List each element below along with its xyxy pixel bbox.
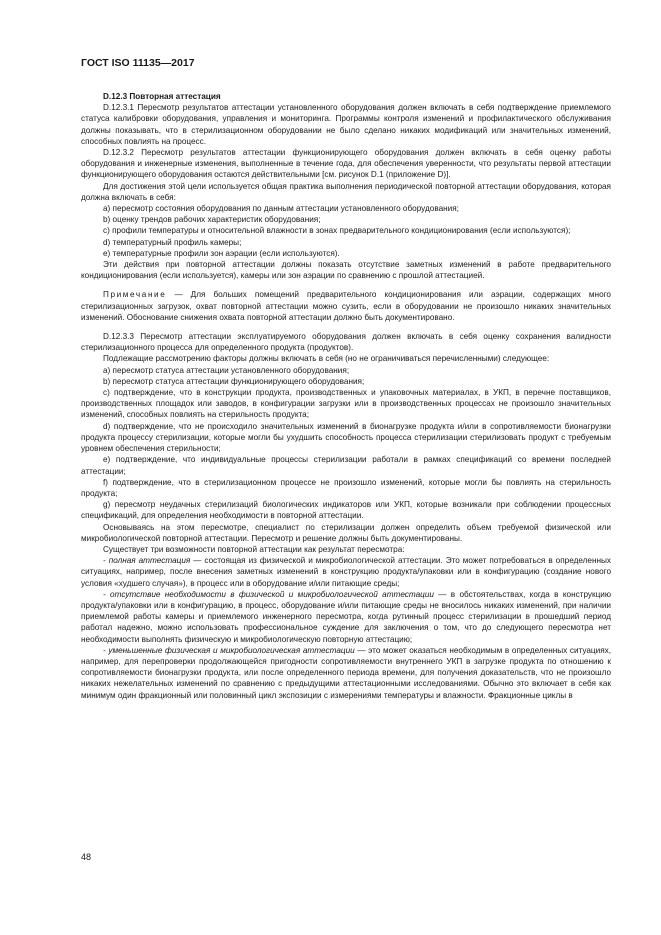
list-item: e) подтверждение, что индивидуальные процессы стерилизации работали в рамках спецификаций со времени последней аттестации; <box>81 455 611 476</box>
list-item: b) пересмотр статуса аттестации функционирующего оборудования; <box>103 376 365 386</box>
paragraph: Подлежащие рассмотрению факторы должны включать в себя (но не ограничиваться перечисленными) следующее: <box>103 354 550 364</box>
list-item: a) пересмотр состояния оборудования по данным аттестации установленного оборудования; <box>103 204 459 214</box>
option-item <box>81 589 611 645</box>
note-label: Примечание <box>103 290 167 300</box>
option-term: - отсутствие необходимости в физической и микробиологической аттестации <box>103 589 434 599</box>
option-text: — в обстоятельствах, когда в конструкцию продукта/упаковки или в конфигурацию, в процесс, оборудование и/или питающие среды не вносилось никаких изменений, при наличии приемлемой работы камеры и приемлемого инженерного пересмотра, когда рутинный процесс стерилизации в прошедший период работал надежно, можно использовать профессиональное суждение для заключения о том, что до следующего пересмотра нет необходимости выполнять физическую и микробиологическую повторную аттестацию; <box>81 589 611 644</box>
option-item <box>81 555 611 589</box>
list-item: d) температурный профиль камеры; <box>103 237 242 247</box>
paragraph: D.12.3.1 Пересмотр результатов аттестации установленного оборудования должен включать в себя подтверждение приемлемого статуса калибровки оборудования, управления и мониторинга. Программы контроля изменений и профилактического обслуживания должны показывать, что в стерилизационном оборудовании не было сделано никаких модификаций или значительных изменений, способных повлиять на процесс. <box>81 103 611 146</box>
paragraph: Для достижения этой цели используется общая практика выполнения периодической повторной аттестации оборудования, которая должна включать в себя: <box>81 181 611 202</box>
paragraph: Основываясь на этом пересмотре, специалист по стерилизации должен определить объем требуемой физической или микробиологической повторной аттестации. Пересмотр и решение должны быть документированы. <box>81 522 611 543</box>
page-number: 48 <box>81 852 92 862</box>
option-text: — это может оказаться необходимым в определенных ситуациях, например, для перепроверки продолжающейся пригодности сопротивляемости внутреннего УКП в загрузке продукта по отношению к сопротивляемости бионагрузки продукта, или после определенного периода времени, для получения доказательств, что не произошло никаких нежелательных изменений по сравнению с предыдущими аттестационными исследованиями. Обычно это включает в себя как минимум один фракционный или половинный цикл экспозиции с измерениями температуры и влажности. Фракционные циклы в <box>81 645 611 700</box>
list-item: d) подтверждение, что не происходило значительных изменений в бионагрузке продукта и/или в сопротивляемости бионагрузки продукта процессу стерилизации, которые могли бы ухудшить способность процесса стерилизации стерилизовать продукт с требуемым уровнем обеспечения стерильности; <box>81 421 611 454</box>
list-item: g) пересмотр неудачных стерилизаций биологических индикаторов или УКП, которые возникали при соблюдении процессных спецификаций, для определения необходимости в повторной аттестации. <box>81 500 611 521</box>
paragraph: Эти действия при повторной аттестации должны показать отсутствие заметных изменений в работе предварительного кондиционирования (если используется), камеры или зон аэрации по сравнению с прошлой аттестацией. <box>81 260 611 281</box>
list-item: f) подтверждение, что в стерилизационном процессе не произошло изменений, которые могли бы повлиять на стерильность продукта; <box>81 477 611 498</box>
section-heading: D.12.3 Повторная аттестация <box>103 92 221 101</box>
standard-title: ГОСТ ISO 11135—2017 <box>81 57 195 69</box>
list-item: e) температурные профили зон аэрации (если используются). <box>103 248 340 258</box>
paragraph: D.12.3.3 Пересмотр аттестации эксплуатируемого оборудования должен включать в себя оценку сохранения валидности стерилизационного процесса для определенного продукта (продуктов). <box>81 332 611 353</box>
paragraph: Существует три возможности повторной аттестации как результат пересмотра: <box>103 544 405 554</box>
paragraph: D.12.3.2 Пересмотр результатов аттестации функционирующего оборудования должен включать в себя оценку работы оборудования и инженерные изменения, выполненные в течение года, для обеспечения уверенности, что результаты первой аттестации функционирующего оборудования остаются действительными [см. рисунок D.1 (приложение D)]. <box>81 148 611 180</box>
list-item: c) подтверждение, что в конструкции продукта, производственных и упаковочных материалах, в УКП, в перечне поставщиков, производственных площадок или заводов, в конфигурации загрузки или в производственных процессах не произошло значительных изменений, способных повлиять на стерильность продукта; <box>81 388 611 420</box>
option-term: - уменьшенные физическая и микробиологическая аттестации <box>103 645 355 655</box>
list-item: b) оценку трендов рабочих характеристик оборудования; <box>103 215 321 225</box>
document-body <box>81 91 611 701</box>
option-text: — состоящая из физической и микробиологической аттестации. Это может потребоваться в определенных ситуациях, например, после внесения заметных изменений в конструкцию продукта/упаковки или в конфигурацию (создание нового условия «худшего случая»), в процесс или в оборудование и/или питающие среды; <box>81 556 611 588</box>
note-text: — Для больших помещений предварительного кондиционирования или аэрации, содержащих много стерилизационных загрузок, охват повторной аттестации можно сузить, если в оборудовании не произошло никаких значительных изменений. Обоснование снижения охвата повторной аттестации должно быть документировано. <box>81 290 611 322</box>
note <box>81 289 611 323</box>
option-term: - полная аттестация <box>103 556 191 566</box>
option-item <box>81 645 611 701</box>
list-item: c) профили температуры и относительной влажности в зонах предварительного кондиционирования (если используются); <box>103 226 571 236</box>
list-item: a) пересмотр статуса аттестации установленного оборудования; <box>103 365 350 375</box>
